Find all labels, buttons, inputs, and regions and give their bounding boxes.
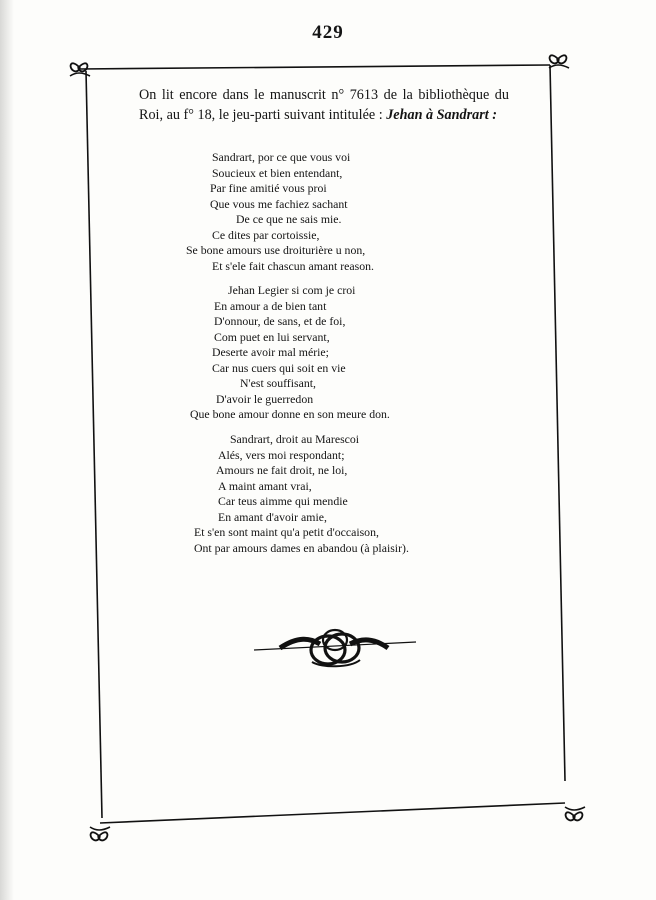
verse-line: Et s'ele fait chascun amant reason. (212, 258, 374, 273)
verse-line: Car nus cuers qui soit en vie (212, 360, 346, 375)
verse-line: Car teus aimme qui mendie (218, 494, 348, 508)
verse-line: Que bone amour donne en son meure don. (190, 407, 390, 421)
verse-line: Jehan Legier si com je croi (228, 283, 356, 297)
verse-line: N'est souffisant, (240, 376, 316, 390)
corner-flourish-icon (561, 803, 587, 829)
verse-line: Alés, vers moi respondant; (218, 447, 345, 462)
knot-ornament-icon (250, 622, 420, 672)
verse-line: D'avoir le guerredon (216, 391, 314, 406)
verse-line: Que vous me fachiez sachant (210, 196, 348, 211)
verse-line: Soucieux et bien entendant, (212, 165, 343, 180)
verse-line: Se bone amours use droiturière u non, (186, 243, 366, 257)
verse-line: D'onnour, de sans, et de foi, (214, 314, 346, 328)
corner-flourish-icon (86, 823, 112, 849)
corner-flourish-icon (66, 54, 92, 80)
verse-line: De ce que ne sais mie. (236, 212, 342, 226)
verse-line: Ont par amours dames en abandou (à plaisir). (194, 540, 409, 555)
intro-paragraph (139, 86, 509, 125)
stanza-1 (186, 150, 374, 274)
verse-line: A maint amant vrai, (218, 478, 312, 493)
verse-line: Par fine amitié vous proi (210, 181, 327, 195)
page-number: 429 (312, 22, 344, 43)
verse-line: Com puet en lui servant, (214, 329, 330, 344)
verse-line: Sandrart, por ce que vous voi (212, 150, 351, 164)
verse-line: Ce dites par cortoissie, (212, 227, 320, 242)
corner-flourish-icon (545, 46, 571, 72)
verse-line: Et s'en sont maint qu'a petit d'occaison, (194, 525, 379, 539)
poem-title: Jehan à Sandrart : (386, 106, 497, 123)
page-edge-shadow (0, 0, 14, 900)
stanza-2 (190, 283, 390, 423)
verse-line: Amours ne fait droit, ne loi, (216, 463, 348, 477)
intro-text: On lit encore dans le manuscrit n° 7613 de la bibliothèque du Roi, au f° 18, le jeu-parti suivant intitulée : (139, 87, 509, 123)
verse-line: Deserte avoir mal mérie; (212, 345, 329, 359)
verse-line: En amant d'avoir amie, (218, 509, 327, 524)
verse-line: Sandrart, droit au Marescoi (230, 432, 360, 446)
stanza-3 (190, 432, 409, 556)
verse-line: En amour a de bien tant (214, 298, 327, 313)
